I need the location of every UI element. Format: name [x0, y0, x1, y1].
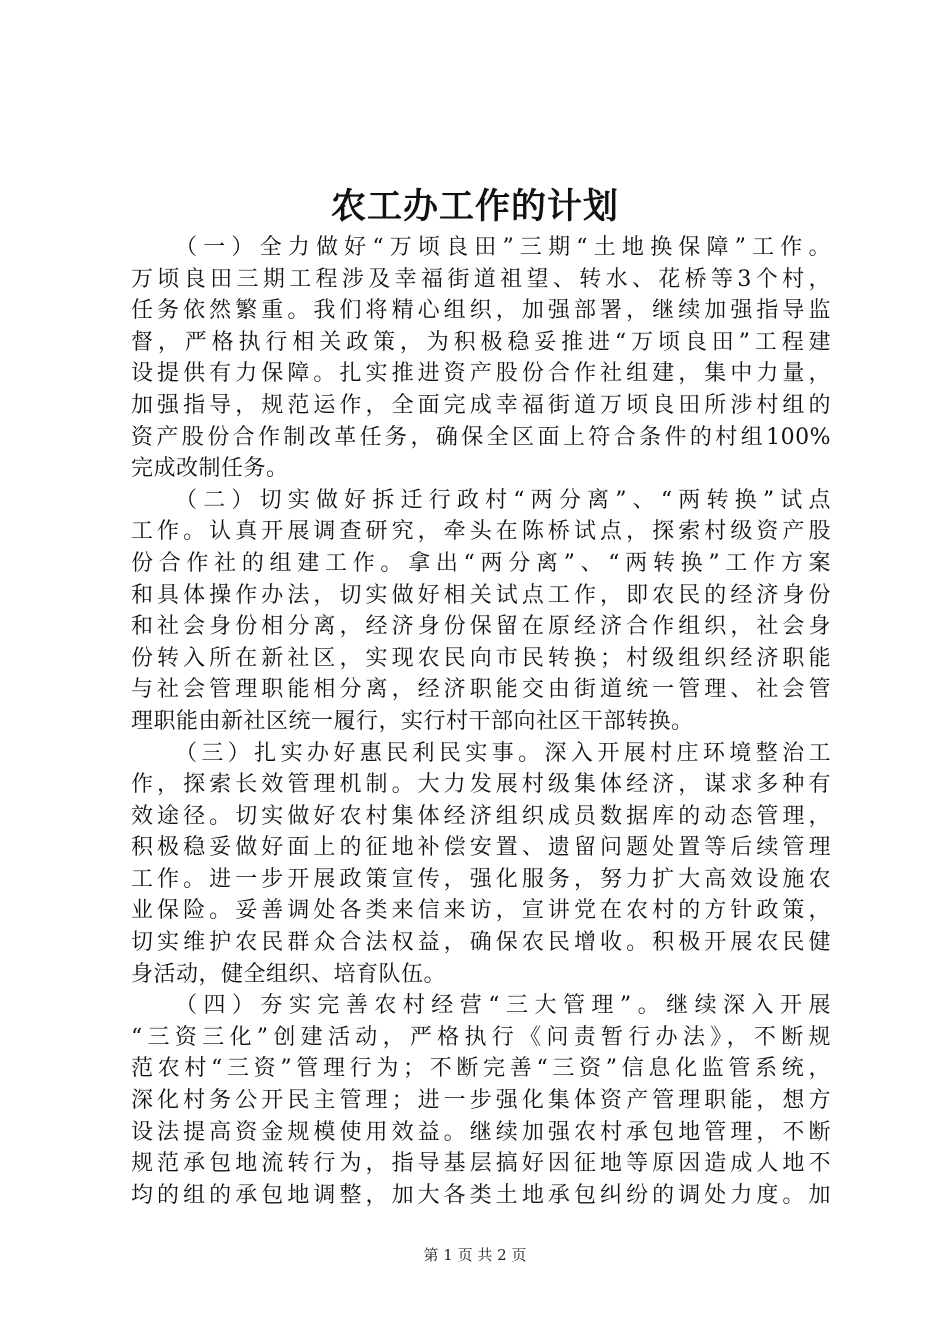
paragraph-line: 身活动，健全组织、培育队伍。 — [131, 961, 447, 987]
paragraph-line: 均的组的承包地调整，加大各类土地承包纠纷的调处力度。加 — [131, 1182, 831, 1208]
paragraph-line: 万顷良田三期工程涉及幸福街道祖望、转水、花桥等3个村， — [131, 266, 831, 292]
paragraph-line: 设提供有力保障。扎实推进资产股份合作社组建，集中力量， — [131, 361, 831, 387]
paragraph-line: 设法提高资金规模使用效益。继续加强农村承包地管理，不断 — [131, 1119, 831, 1145]
paragraph-line: 理职能由新社区统一履行，实行村干部向社区干部转换。 — [131, 708, 694, 734]
paragraph-line: 份转入所在新社区，实现农民向市民转换；村级组织经济职能 — [131, 645, 831, 671]
paragraph-line: 作，探索长效管理机制。大力发展村级集体经济，谋求多种有 — [131, 772, 831, 798]
paragraph-line: （三）扎实办好惠民利民实事。深入开展村庄环境整治工 — [175, 740, 831, 766]
paragraph-line: 工作。认真开展调查研究，牵头在陈桥试点，探索村级资产股 — [131, 519, 831, 545]
paragraph-line: 和具体操作办法，切实做好相关试点工作，即农民的经济身份 — [131, 582, 831, 608]
paragraph-line: 工作。进一步开展政策宣传，强化服务，努力扩大高效设施农 — [131, 866, 831, 892]
paragraph-line: 切实维护农民群众合法权益，确保农民增收。积极开展农民健 — [131, 930, 831, 956]
paragraph-line: 资产股份合作制改革任务，确保全区面上符合条件的村组100% — [131, 424, 831, 450]
paragraph-line: 业保险。妥善调处各类来信来访，宣讲党在农村的方针政策， — [131, 898, 831, 924]
paragraph-line: “三资三化”创建活动，严格执行《问责暂行办法》，不断规 — [131, 1024, 831, 1050]
paragraph-line: 份合作社的组建工作。拿出“两分离”、“两转换”工作方案 — [131, 550, 831, 576]
paragraph-line: （一）全力做好“万顷良田”三期“土地换保障”工作。 — [175, 235, 831, 260]
document-body — [131, 232, 831, 1211]
paragraph-line: 和社会身份相分离，经济身份保留在原经济合作组织，社会身 — [131, 614, 831, 640]
paragraph-line: 督，严格执行相关政策，为积极稳妥推进“万顷良田”工程建 — [131, 329, 831, 355]
paragraph-line: （二）切实做好拆迁行政村“两分离”、“两转换”试点 — [175, 487, 831, 513]
page-number-footer: 第 1 页 共 2 页 — [423, 1246, 527, 1264]
paragraph-line: 范农村“三资”管理行为；不断完善“三资”信息化监管系统， — [131, 1056, 831, 1082]
paragraph-line: 效途径。切实做好农村集体经济组织成员数据库的动态管理， — [131, 803, 831, 829]
paragraph-line: （四）夯实完善农村经营“三大管理”。继续深入开展 — [175, 993, 831, 1019]
paragraph-line: 规范承包地流转行为，指导基层搞好因征地等原因造成人地不 — [131, 1151, 831, 1177]
document-title: 农工办工作的计划 — [330, 186, 619, 227]
paragraph-line: 与社会管理职能相分离，经济职能交由街道统一管理、社会管 — [131, 677, 831, 703]
paragraph-line: 积极稳妥做好面上的征地补偿安置、遗留问题处置等后续管理 — [131, 835, 831, 861]
paragraph-line: 深化村务公开民主管理；进一步强化集体资产管理职能，想方 — [131, 1088, 831, 1114]
paragraph-line: 加强指导，规范运作，全面完成幸福街道万顷良田所涉村组的 — [131, 392, 831, 418]
paragraph-line: 任务依然繁重。我们将精心组织，加强部署，继续加强指导监 — [131, 298, 831, 324]
paragraph-line: 完成改制任务。 — [131, 456, 289, 482]
